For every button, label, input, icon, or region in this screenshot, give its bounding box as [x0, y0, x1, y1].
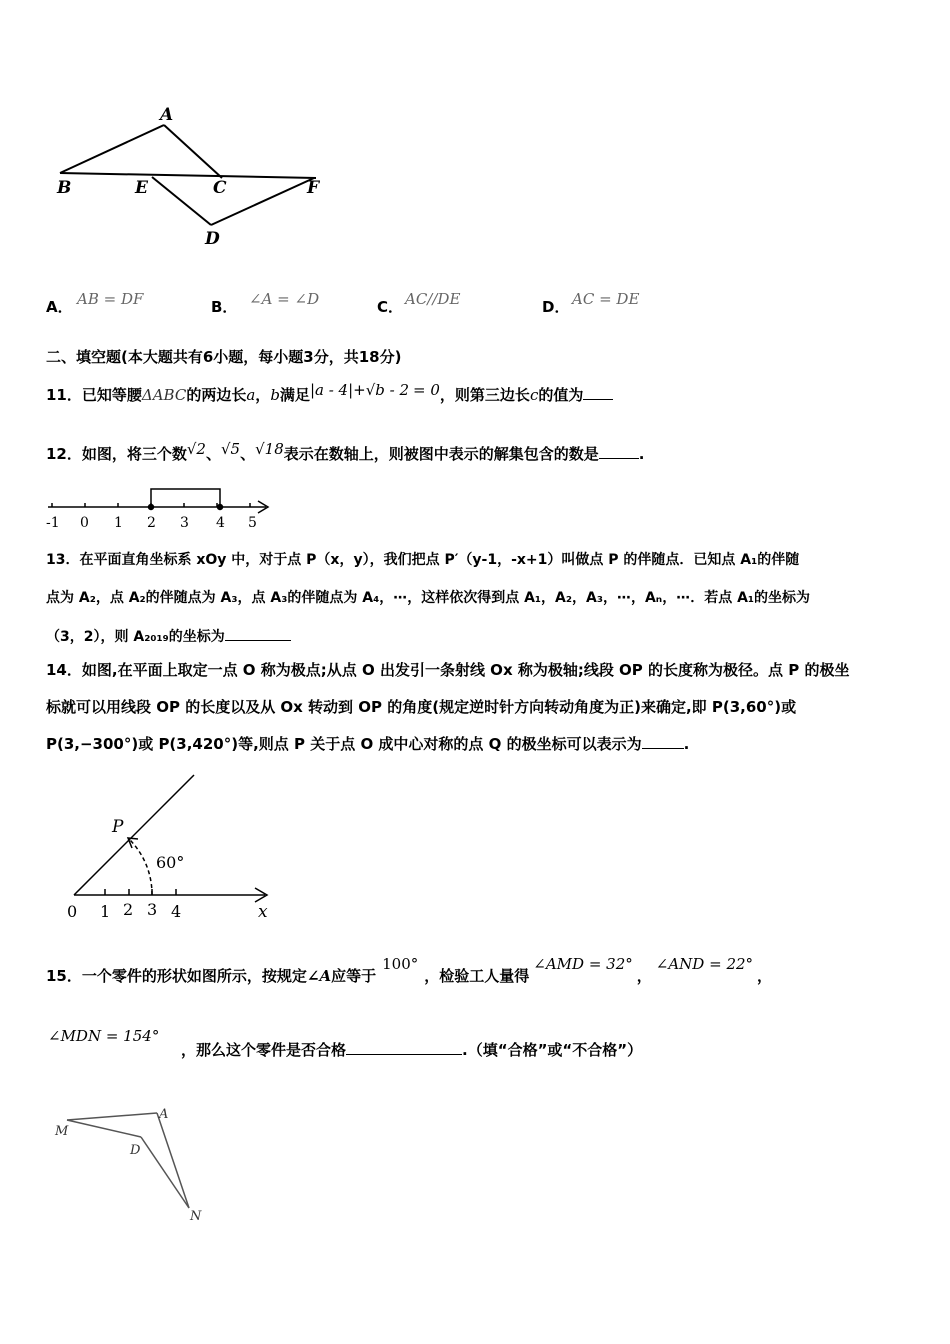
- q11-triangle: ΔABC: [141, 386, 187, 404]
- question-11: [46, 381, 613, 405]
- tick-label: 4: [216, 515, 225, 531]
- label-f: F: [307, 178, 320, 198]
- question-15-line2: [181, 1040, 642, 1060]
- label-p: P: [112, 817, 124, 837]
- q11-sqrt: √b - 2: [365, 381, 410, 399]
- q15-text: ，: [757, 967, 773, 985]
- q12-sqrt18: √18: [255, 440, 284, 458]
- answer-blank[interactable]: [225, 626, 291, 641]
- q11-eq: = 0: [413, 381, 440, 399]
- option-letter: A．: [46, 298, 73, 316]
- option-c[interactable]: [377, 297, 403, 317]
- endpoint-dot: [148, 504, 154, 510]
- option-c-expr: AC//DE: [405, 290, 461, 308]
- triangle-figure: [50, 100, 340, 250]
- q11-text: 的值为: [538, 386, 584, 404]
- q15-text: 应等于: [331, 967, 377, 985]
- option-d[interactable]: [542, 297, 569, 317]
- q12-text: .: [638, 445, 645, 463]
- endpoint-dot: [217, 504, 223, 510]
- q11-text: 的两边长: [186, 386, 247, 404]
- q15-text: ，那么这个零件是否合格: [181, 1041, 347, 1059]
- q12-text: 、: [205, 445, 221, 463]
- question-14-line2: 标就可以用线段 OP 的长度以及从 Ox 转动到 OP 的角度(规定逆时针方向转动角度为正)来确定,即 P(3,60°)或: [46, 698, 797, 716]
- label-n: N: [190, 1209, 202, 1224]
- q11-abs: |a - 4|: [309, 381, 354, 399]
- q11-a: a: [246, 386, 256, 404]
- label-c: C: [213, 178, 227, 198]
- option-letter: B．: [211, 298, 238, 316]
- option-b-expr: ∠A = ∠D: [249, 290, 320, 308]
- angle-arc: [130, 840, 152, 895]
- tick-label: 3: [180, 515, 189, 531]
- tick-label: 2: [123, 900, 134, 919]
- label-e: E: [135, 178, 148, 198]
- polar-figure: [60, 770, 285, 930]
- option-a-expr: AB = DF: [77, 290, 144, 308]
- q14-text: .: [683, 735, 690, 753]
- q15-angle-and: ∠AND = 22°: [655, 955, 754, 973]
- option-d-expr: AC = DE: [572, 290, 640, 308]
- option-b[interactable]: [211, 297, 237, 317]
- label-d: D: [205, 229, 220, 249]
- q15-angle-amd: ∠AMD = 32°: [533, 955, 633, 973]
- q15-text: ，检验工人量得: [424, 967, 530, 985]
- tick-label: 0: [80, 515, 89, 531]
- question-12: [46, 440, 645, 464]
- section-heading: 二、填空题(本大题共有6小题，每小题3分，共18分): [46, 348, 402, 366]
- tick-label: 2: [147, 515, 156, 531]
- segment-an: [157, 1113, 189, 1208]
- tick-label: 4: [171, 902, 182, 921]
- q15-text: 15．一个零件的形状如图所示，按规定: [46, 967, 307, 985]
- answer-blank[interactable]: [346, 1040, 462, 1055]
- solution-interval: [151, 489, 220, 507]
- question-13-line1: 13．在平面直角坐标系 xOy 中，对于点 P（x，y），我们把点 P′（y-1，-x+1）叫做点 P 的伴随点．已知点 A₁的伴随: [46, 552, 800, 568]
- question-13-line2: 点为 A₂，点 A₂的伴随点为 A₃，点 A₃的伴随点为 A₄，⋯，这样依次得到点 A₁，A₂，A₃，⋯，Aₙ，⋯．若点 A₁的坐标为: [46, 590, 811, 606]
- answer-blank[interactable]: [583, 385, 613, 400]
- q12-text: 12．如图，将三个数: [46, 445, 187, 463]
- tick-label: 3: [147, 900, 158, 919]
- tick-label: 5: [248, 515, 257, 531]
- q15-angle-mdn: ∠MDN = 154°: [48, 1027, 160, 1045]
- q11-text: ，则第三边长: [439, 386, 530, 404]
- tick-label: -1: [46, 515, 60, 531]
- q15-text: .（填“合格”或“不合格”）: [462, 1041, 643, 1059]
- q15-value-100: 100°: [382, 955, 419, 973]
- option-a[interactable]: [46, 297, 73, 317]
- number-line: [44, 482, 284, 534]
- line-bf: [60, 173, 316, 178]
- option-letter: C．: [377, 298, 404, 316]
- q11-b: b: [270, 386, 280, 404]
- angle-label: 60°: [156, 853, 185, 872]
- label-a: A: [160, 105, 174, 125]
- label-d: D: [130, 1143, 141, 1158]
- q11-c: c: [529, 386, 539, 404]
- q11-plus: +: [353, 381, 366, 399]
- q15-angle-a: ∠A: [306, 967, 332, 985]
- segment-ba: [60, 125, 164, 173]
- q12-sqrt2: √2: [186, 440, 206, 458]
- q11-text: 11．已知等腰: [46, 386, 142, 404]
- question-15-line1: [46, 955, 773, 986]
- label-a: A: [159, 1107, 169, 1122]
- answer-blank[interactable]: [599, 444, 639, 459]
- ray-op: [74, 775, 194, 895]
- q11-text: 满足: [279, 386, 310, 404]
- label-b: B: [57, 178, 72, 198]
- segment-ma: [67, 1113, 157, 1120]
- question-13-line3: [46, 626, 291, 647]
- q12-text: 、: [240, 445, 256, 463]
- question-14-line1: 14．如图,在平面上取定一点 O 称为极点;从点 O 出发引一条射线 Ox 称为极轴;线段 OP 的长度称为极径。点 P 的极坐: [46, 661, 850, 679]
- tick-label: 1: [100, 902, 111, 921]
- segment-ed: [152, 177, 211, 225]
- q11-text: ，: [255, 386, 271, 404]
- answer-blank[interactable]: [642, 734, 684, 749]
- option-letter: D．: [542, 298, 570, 316]
- q12-text: 表示在数轴上，则被图中表示的解集包含的数是: [283, 445, 599, 463]
- tick-label: 0: [67, 902, 78, 921]
- q13-text: （3，2），则 A₂₀₁₉的坐标为: [46, 629, 225, 645]
- q12-sqrt5: √5: [221, 440, 241, 458]
- part-figure: [50, 1100, 220, 1225]
- q15-text: ，: [636, 967, 652, 985]
- tick-label: 1: [114, 515, 123, 531]
- question-14-line3: [46, 734, 689, 754]
- segment-dn: [141, 1137, 189, 1208]
- segment-md: [67, 1120, 141, 1137]
- label-m: M: [55, 1124, 69, 1139]
- q14-text: P(3,−300°)或 P(3,420°)等,则点 P 关于点 O 成中心对称的点 Q 的极坐标可以表示为: [46, 735, 642, 753]
- axis-label-x: x: [258, 902, 268, 922]
- segment-ac: [164, 125, 222, 178]
